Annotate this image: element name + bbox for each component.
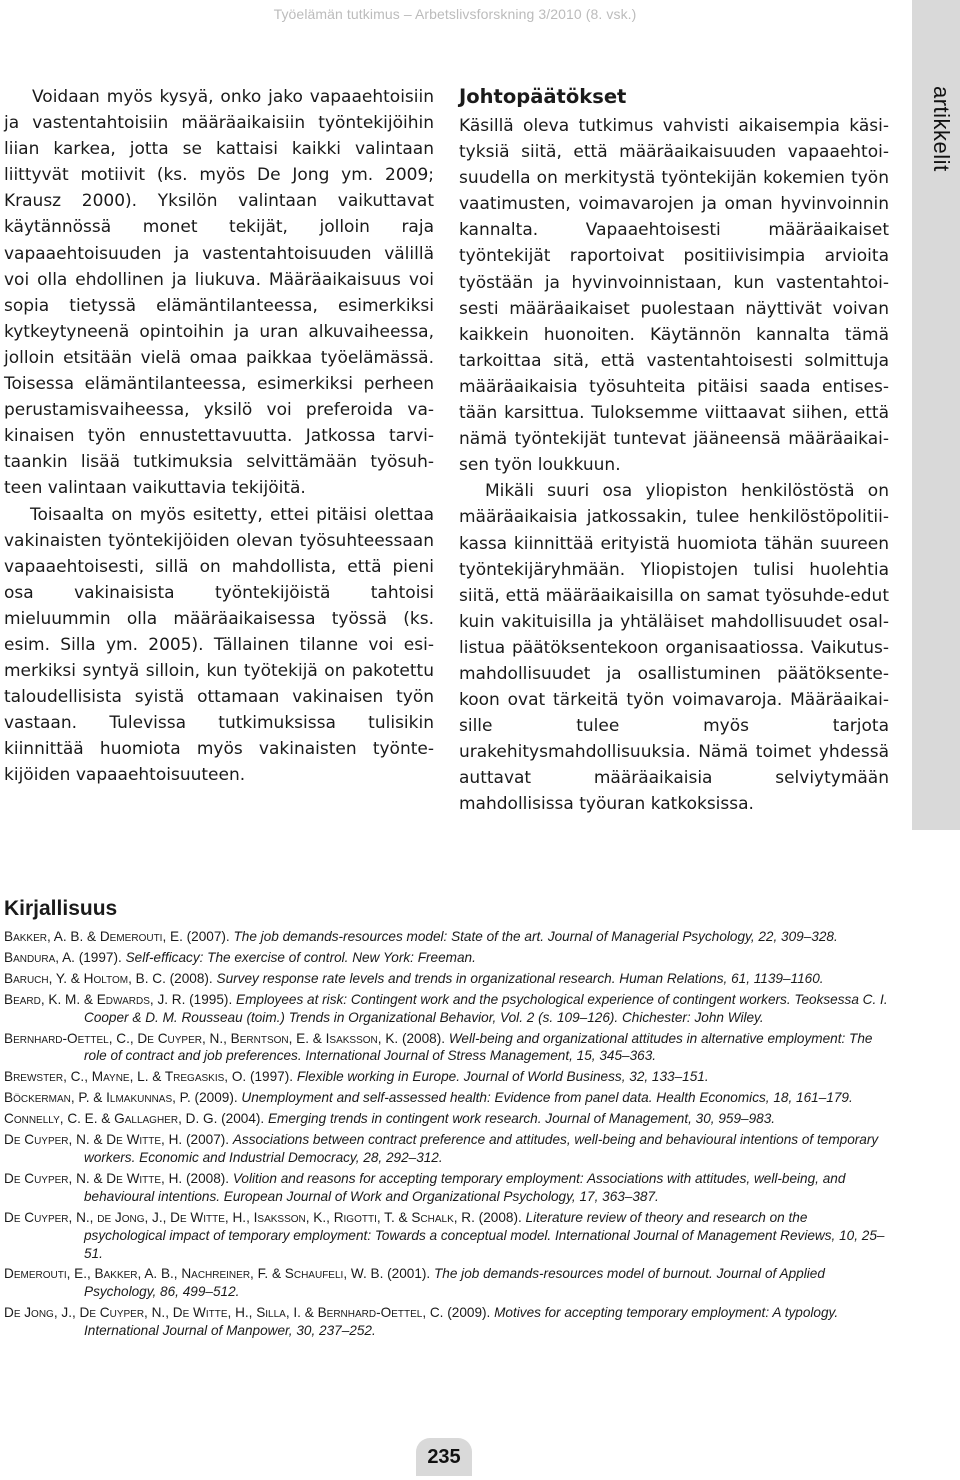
reference-authors: Connelly, C. E. & Gallagher, D. G. (2004). bbox=[4, 1111, 265, 1127]
reference-title: Well-being and organizational attitudes in alternative employment: The role of contract and job preferences. International Journal of Stress Management, 15, 345–363. bbox=[84, 1030, 873, 1064]
reference-item bbox=[4, 1068, 890, 1086]
reference-title: Unemployment and self-assessed health: Evidence from panel data. Health Economics, 18, 161–179. bbox=[241, 1090, 853, 1106]
paragraph: Käsillä oleva tutkimus vahvisti aikaisempia käsityksiä siitä, että määräaikaisuuden vapaaehtoisuudella on merkitystä työntekijän kokemien työn vaatimusten, voimavarojen ja oman hyvinvoinnin kannalta. Vapaaehtoisesti määräaikaiset työntekijät raportoivat positiivisimpia arvioita työstään ja hyvinvoinnistaan, kun vastentahtoisesti määräaikaiset puolestaan näyttivät voivan kaikkein huonoiten. Käytännön kannalta tämä tarkoittaa sitä, että vastentahtoisesti solmittuja määräaikaisia työsuhteita pitäisi saada entisestään karsittua. Tuloksemme viittaavat siihen, että nämä työntekijät tuntevat jääneensä määräaikaisen työn loukkuun. bbox=[459, 116, 889, 476]
section-tab bbox=[912, 0, 960, 830]
reference-item bbox=[4, 970, 890, 988]
reference-authors: De Cuyper, N. & De Witte, H. (2008). bbox=[4, 1170, 230, 1186]
reference-authors: Brewster, C., Mayne, L. & Tregaskis, O. (1997). bbox=[4, 1069, 294, 1085]
reference-authors: De Cuyper, N. & De Witte, H. (2007). bbox=[4, 1132, 230, 1148]
reference-title: Emerging trends in contingent work research. Journal of Management, 30, 959–983. bbox=[267, 1111, 776, 1127]
reference-title: Motives for accepting temporary employment: A typology. International Journal of Manpower, 30, 237–252. bbox=[84, 1305, 839, 1339]
reference-item bbox=[4, 991, 890, 1027]
paragraph: Mikäli suuri osa yliopiston henkilöstöstä on määräaikaisia jatkossakin, tulee henkilöstöpolitiikassa kiinnittää erityistä huomiota tähän suureen työntekijäryhmään. Yliopistojen tulisi huolehtia siitä, että määräaikaisilla on samat työsuhde-edut kuin vakituisilla ja yhtäläiset mahdollisuudet osallistua päätöksentekoon organisaatiossa. Vaikutusmahdollisuudet ja osallistuminen päätöksentekoon ovat tärkeitä työn voimavaroja. Määräaikaisille tulee myös tarjota urakehitysmahdollisuuksia. Nämä toimet yhdessä auttavat määräaikaisia selviytymään mahdollisissa työuran katkoksissa. bbox=[459, 481, 889, 815]
reference-item bbox=[4, 949, 890, 967]
section-tab-label: artikkelit bbox=[929, 86, 954, 172]
right-column bbox=[459, 84, 889, 818]
reference-authors: Böckerman, P. & Ilmakunnas, P. (2009). bbox=[4, 1090, 238, 1106]
paragraph: Toisaalta on myös esitetty, ettei pitäisi olettaa vakinaisten työntekijöiden olevan työsuhteessaan vapaaehtoisesti, sillä on mahdollista, että pieni osa vakinaisista työntekijöistä tahtoisi mieluummin olla määräaikaisessa työssä (ks. esim. Silla ym. 2005). Tällainen tilanne voi esimerkiksi syntyä silloin, kun työtekijä on pakotettu taloudellisista syistä ottamaan vakinaisen työn vastaan. Tulevissa tutkimuksissa tulisikin kiinnittää huomiota myös vakinaisten työntekijöiden vapaaehtoisuuteen. bbox=[4, 504, 434, 786]
reference-item bbox=[4, 1089, 890, 1107]
reference-item bbox=[4, 1030, 890, 1066]
reference-title: Survey response rate levels and trends in organizational research. Human Relations, 61, 1139–1160. bbox=[216, 970, 824, 986]
reference-title: Self-efficacy: The exercise of control. New York: Freeman. bbox=[125, 949, 476, 965]
reference-authors: Demerouti, E., Bakker, A. B., Nachreiner, F. & Schaufeli, W. B. (2001). bbox=[4, 1266, 431, 1282]
reference-authors: Bernhard-Oettel, C., De Cuyper, N., Berntson, E. & Isaksson, K. (2008). bbox=[4, 1030, 446, 1046]
reference-item bbox=[4, 1209, 890, 1263]
left-column bbox=[4, 84, 434, 789]
section-heading: Johtopäätökset bbox=[459, 85, 627, 108]
reference-authors: Beard, K. M. & Edwards, J. R. (1995). bbox=[4, 991, 233, 1007]
reference-title: The job demands-resources model of burnout. Journal of Applied Psychology, 86, 499–512. bbox=[84, 1266, 825, 1300]
reference-title: The job demands-resources model: State of the art. Journal of Managerial Psychology, 22, 309–328. bbox=[233, 929, 838, 944]
reference-item bbox=[4, 1265, 890, 1301]
reference-authors: Bandura, A. (1997). bbox=[4, 949, 122, 965]
reference-item bbox=[4, 928, 890, 946]
reference-authors: De Cuyper, N., de Jong, J., De Witte, H., Isaksson, K., Rigotti, T. & Schalk, R. (2008). bbox=[4, 1209, 522, 1225]
reference-item bbox=[4, 1170, 890, 1206]
reference-item bbox=[4, 1304, 890, 1340]
reference-authors: Bakker, A. B. & Demerouti, E. (2007). bbox=[4, 929, 230, 944]
page-number: 235 bbox=[416, 1438, 472, 1476]
running-head: Työelämän tutkimus – Arbetslivsforskning 3/2010 (8. vsk.) bbox=[273, 6, 637, 22]
reference-item bbox=[4, 1110, 890, 1128]
reference-title: Literature review of theory and research on the psychological impact of temporary employment: Towards a conceptual model. International Journal of Management Reviews, 10, 25–51. bbox=[84, 1209, 885, 1261]
references-section bbox=[4, 896, 890, 1343]
reference-title: Associations between contract preference and attitudes, well-being and behavioural intentions of temporary workers. Economic and Industrial Democracy, 28, 292–312. bbox=[84, 1132, 879, 1165]
reference-title: Employees at risk: Contingent work and the psychological experience of contingent workers. Teoksessa C. I. Cooper & D. M. Rousseau (toim.) Trends in Organizational Behavior, Vol. 2 (s. 109–126). Chichester: John Wiley. bbox=[84, 991, 888, 1025]
reference-item bbox=[4, 1131, 890, 1167]
paragraph: Voidaan myös kysyä, onko jako vapaaehtoisiin ja vastentahtoisiin määräaikaisiin työntekijöihin liian karkea, jotta se kattaisi kaikki valintaan liittyvät motiivit (ks. myös De Jong ym. 2009; Krausz 2000). Yksilön valintaan vaikuttavat käytännössä monet tekijät, jolloin raja vapaaehtoisuuden ja vastentahtoisuuden välillä voi olla ehdollinen ja liukuva. Määräaikaisuus voi sopia tietyssä elämäntilanteessa, esimerkiksi kytkeytyneenä opintoihin ja uran alkuvaiheessa, jolloin etsitään vielä omaa paikkaa työelämässä. Toisessa elämäntilanteessa, esimerkiksi perheen perustamisvaiheessa, yksilö voi preferoida vakinaisen työn ennustettavuutta. Jatkossa tarvitaankin lisää tutkimuksia selvittämään työsuhteen valintaan vaikuttavia tekijöitä. bbox=[4, 87, 434, 499]
references-heading: Kirjallisuus bbox=[4, 897, 118, 920]
reference-title: Volition and reasons for accepting temporary employment: Associations with attitudes, well-being, and behavioural intentions. European Journal of Work and Organizational Psychology, 17, 363–387. bbox=[84, 1170, 846, 1204]
reference-authors: Baruch, Y. & Holtom, B. C. (2008). bbox=[4, 970, 213, 986]
reference-authors: De Jong, J., De Cuyper, N., De Witte, H., Silla, I. & Bernhard-Oettel, C. (2009). bbox=[4, 1305, 491, 1321]
reference-title: Flexible working in Europe. Journal of World Business, 32, 133–151. bbox=[296, 1069, 709, 1085]
